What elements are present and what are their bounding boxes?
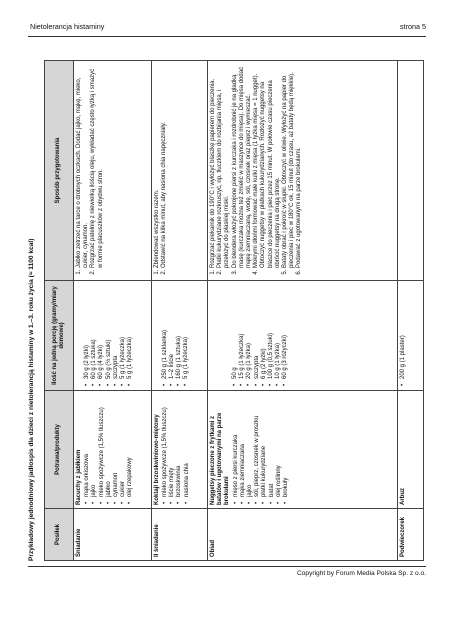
ingredient-item: • płatki kukurydziane [261, 394, 268, 505]
table-header-row [45, 61, 74, 561]
ingredient-item: • brokuły [283, 394, 290, 505]
preparation-cell [151, 61, 207, 281]
preparation-step: 1. Zblendować wszystko razem. [154, 64, 161, 268]
ingredient-item: • sól, pieprz, czosnek w proszku [254, 394, 261, 505]
ingredient-list [162, 394, 191, 505]
dish-cell [398, 391, 424, 509]
portion-item: • 60 g (3 różyczki) [282, 284, 289, 387]
meal-name-cell: Obiad [207, 509, 397, 561]
preparation-step: 3. Do blendera włożyć pokrojone piersi z kurczaka i rozdrobnić je na gładką masę (kurczaka można też zmielić w maszynce do mięsa). Do mięsa dodać mąkę ziemniaczaną, wodę, sól, czosnek oraz pieprz i wymieszać. [232, 64, 254, 268]
page-number: strona 5 [400, 22, 426, 31]
dish-title: Nuggetsy pieczone z frytkami z batatów i ugotowanymi na parze brokułami [209, 412, 231, 505]
preparation-steps [154, 64, 168, 277]
ingredient-item: • liście mięty [169, 394, 176, 505]
meal-name-cell: II śniadanie [151, 509, 207, 561]
preparation-cell [398, 61, 424, 281]
col-header-dish: Potrawa/produkty [45, 391, 74, 509]
portion-item: • 15 g (1 łyżeczka) [239, 284, 246, 387]
col-header-portion: Ilość na jedną porcję (gramy/miary domowe) [45, 281, 74, 391]
ingredient-item: • nasiona chia [184, 394, 191, 505]
portion-item: • 5 g (1 łyżeczka) [120, 284, 127, 387]
preparation-step: 5. Bataty obrać i pokroić w słupki. Obtoczyć w oliwie. Wyłożyć na papier do pieczenia i piec w 180°C ok. 15 minut (do czasu, aż bataty będą miękkie). [282, 64, 296, 268]
col-header-prep: Sposób przygotowania [45, 61, 74, 281]
portion-item: • 5 g (1 łyżeczka) [127, 284, 134, 387]
ingredient-list [233, 394, 291, 505]
dish-title: Racuchy z jabłkiem [76, 449, 82, 505]
portion-item: • 10 g (1 łyżka) [275, 284, 282, 387]
ingredient-item: • mąka ziemniaczana [240, 394, 247, 505]
table-row [74, 61, 152, 561]
copyright-text: Copyright by Forum Media Polska Sp. z o.o. [297, 570, 426, 577]
preparation-step: 1. Jabłko zetrzeć na tarce o drobnych oczkach. Dodać jajko, mąkę, mleko, cukier, cynamon. [76, 64, 90, 268]
portion-item: • 20 g (1 łyżka) [246, 284, 253, 387]
ingredient-item: • mleko spożywcze (1,5% tłuszczu) [99, 394, 106, 505]
preparation-cell [207, 61, 397, 281]
table-caption: Przykładowy jednodniowy jadłospis dla dzieci z nietolerancją histaminy w 1.–3. roku życia (≈ 1100 kcal) [28, 238, 35, 561]
ingredient-item: • jajko [91, 394, 98, 505]
ingredient-item: • cynamon [113, 394, 120, 505]
portion-item: • 1–2 liście [169, 284, 176, 387]
dish-title: Koktajl brzoskwiniowo-miętowy [153, 414, 160, 505]
portion-item: • 50 g [232, 284, 239, 387]
meal-name-cell: Podwieczorek [398, 509, 424, 561]
portion-item: • 60 g (1 sztuka) [91, 284, 98, 387]
preparation-step: 1. Rozgrzać piekarnik do 190°C i wyłożyć blaszkę papierem do pieczenia. [210, 64, 217, 268]
portion-cell [398, 281, 424, 391]
preparation-step: 2. Rozgrzać patelnię z niewielką ilością oleju, wykładać często łyżką i smażyć w formie placuszków z obydwu stron. [90, 64, 104, 268]
portion-item: • szczypta [113, 284, 120, 387]
preparation-steps [76, 64, 105, 277]
portion-item: • 6 g (2 łyżki) [261, 284, 268, 387]
preparation-steps [210, 64, 304, 277]
portion-list [76, 284, 134, 387]
portion-cell [207, 281, 397, 391]
portion-list [154, 284, 191, 387]
ingredient-item: • jabłko [106, 394, 113, 505]
ingredient-item: • olej roślinny [276, 394, 283, 505]
portion-item: • 30 g (2 łyżki) [84, 284, 91, 387]
col-header-meal: Posiłek [45, 509, 74, 561]
portion-item: • 200 g (1 plaster) [400, 284, 407, 387]
table-row [207, 61, 397, 561]
dish-title: Arbuz [400, 488, 407, 505]
rotated-table-block [26, 61, 426, 561]
ingredient-item: • olej rzepakowy [127, 394, 134, 505]
document-title: Nietolerancja histaminy [30, 22, 105, 31]
portion-cell [74, 281, 152, 391]
portion-item: • 5 g (1 łyżeczka) [183, 284, 190, 387]
dish-cell [74, 391, 152, 509]
ingredient-item: • mąka orkiszowa [84, 394, 91, 505]
page-footer [28, 566, 426, 577]
preparation-step: 6. Podawać z ugotowanymi na parze brokułami. [296, 64, 303, 268]
portion-list [400, 284, 407, 387]
ingredient-item: • brzoskwinia [176, 394, 183, 505]
dish-cell [151, 391, 207, 509]
portion-item: • 60 g (4 łyżki) [98, 284, 105, 387]
ingredient-list [84, 394, 134, 505]
dish-cell [207, 391, 397, 509]
portion-item: • szczypta [254, 284, 261, 387]
page-header [28, 22, 426, 37]
ingredient-item: • cukier [120, 394, 127, 505]
ingredient-item: • mięso z piersi kurczaka [233, 394, 240, 505]
portion-item: • 50 g (½ sztuki) [106, 284, 113, 387]
portion-cell [151, 281, 207, 391]
portion-list [210, 284, 290, 387]
preparation-step: 4. Mokrymi dłońmi formować małe kulki z mięsa (1 łyżka mięsa = 1 nugget). Obtoczyć nuggetsy w płatkach kukurydzianych. Rozłożyć nuggetsy na blaszce do pieczenia i piec przez 15 minut. W połowie czasu pieczenia obrócić nuggetsy na drugą stronę. [253, 64, 282, 268]
table-row [151, 61, 207, 561]
ingredient-item: • batat [269, 394, 276, 505]
meal-name-cell: Śniadanie [74, 509, 152, 561]
portion-item: • 160 g (1 sztuka) [176, 284, 183, 387]
ingredient-item: • mleko spożywcze (1,5% tłuszczu) [162, 394, 169, 505]
preparation-cell [74, 61, 152, 281]
table-row [398, 61, 424, 561]
portion-item: • 250 g (1 szklanka) [162, 284, 169, 387]
meal-plan-table [44, 60, 424, 561]
preparation-step: 2. Odstawić na kilka minut, aby nasiona chia napęczniały. [161, 64, 168, 268]
portion-item: • 100 g (0,5 sztuki) [268, 284, 275, 387]
preparation-step: 2. Płatki kukurydziane rozkruszyć, np. tłuczkiem do rozbijania mięsa, i przełożyć do płaskiej miski. [217, 64, 231, 268]
ingredient-item: • jajko [247, 394, 254, 505]
